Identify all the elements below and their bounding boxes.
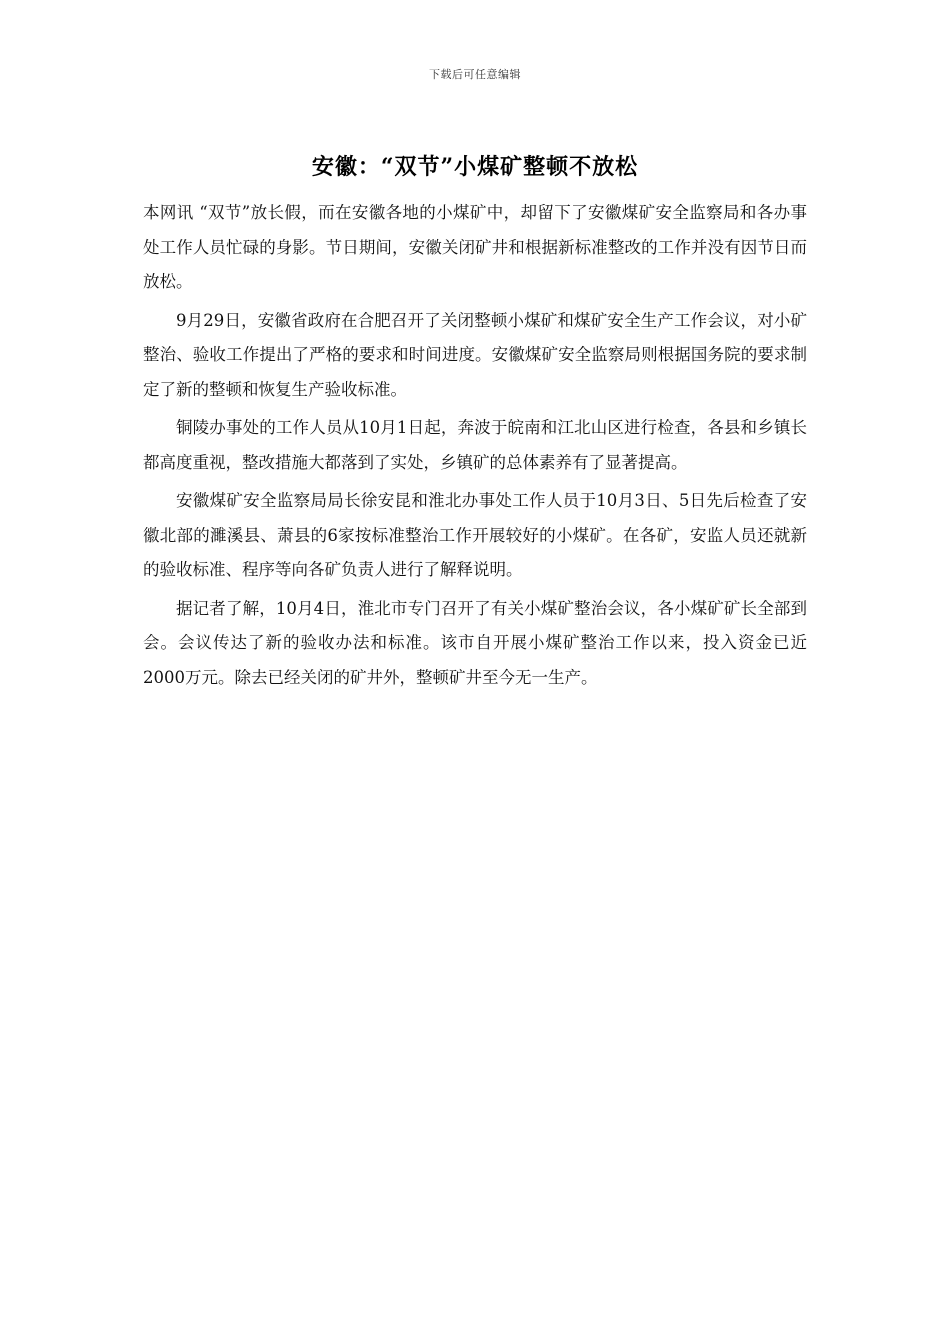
article-body (143, 196, 807, 699)
paragraph-1: 本网讯 “双节”放长假，而在安徽各地的小煤矿中，却留下了安徽煤矿安全监察局和各办事处工作人员忙碌的身影。节日期间，安徽关闭矿井和根据新标准整改的工作并没有因节日而放松。 (143, 203, 807, 291)
article-title: 安徽：“双节”小煤矿整顿不放松 (311, 154, 639, 180)
paragraph-4: 安徽煤矿安全监察局局长徐安昆和淮北办事处工作人员于10月3日、5日先后检查了安徽北部的濉溪县、萧县的6家按标准整治工作开展较好的小煤矿。在各矿，安监人员还就新的验收标准、程序等向各矿负责人进行了解释说明。 (143, 491, 807, 579)
paragraph-5: 据记者了解，10月4日，淮北市专门召开了有关小煤矿整治会议，各小煤矿矿长全部到会。会议传达了新的验收办法和标准。该市自开展小煤矿整治工作以来，投入资金已近2000万元。除去已经关闭的矿井外，整顿矿井至今无一生产。 (143, 598, 807, 687)
paragraph-3: 铜陵办事处的工作人员从10月1日起，奔波于皖南和江北山区进行检查，各县和乡镇长都高度重视，整改措施大都落到了实处，乡镇矿的总体素养有了显著提高。 (143, 418, 807, 472)
paragraph-2: 9月29日，安徽省政府在合肥召开了关闭整顿小煤矿和煤矿安全生产工作会议，对小矿整治、验收工作提出了严格的要求和时间进度。安徽煤矿安全监察局则根据国务院的要求制定了新的整顿和恢复生产验收标准。 (143, 310, 807, 399)
header-note: 下载后可任意编辑 (429, 68, 521, 81)
